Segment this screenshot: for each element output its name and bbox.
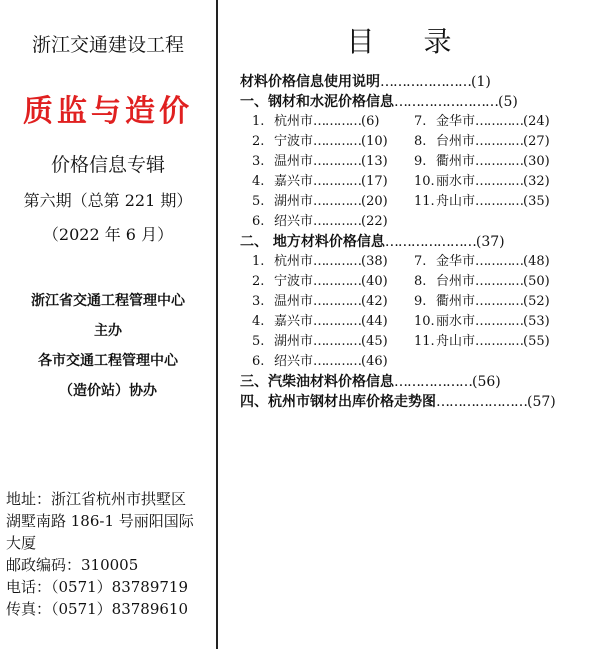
toc-sub-num: 6. bbox=[252, 214, 265, 229]
toc-sub-city: 湖州市 bbox=[274, 334, 314, 349]
toc-sub-row bbox=[240, 312, 600, 332]
toc-sub-dots: ………… bbox=[313, 314, 362, 329]
toc-sub-dots: ………… bbox=[475, 134, 524, 149]
toc-sub-num: 4. bbox=[252, 174, 265, 189]
toc-sub-entry[interactable] bbox=[414, 252, 550, 272]
toc-sub-entry[interactable] bbox=[252, 272, 388, 292]
toc-sub-city: 台州市 bbox=[436, 274, 476, 289]
toc-sub-entry[interactable] bbox=[252, 152, 388, 172]
toc-sub-num: 1. bbox=[252, 114, 265, 129]
toc-sub-dots: ………… bbox=[475, 114, 524, 129]
toc-sub-row bbox=[240, 332, 600, 352]
toc-sub-dots: ………… bbox=[475, 254, 524, 269]
toc-sub-page: (13) bbox=[361, 154, 388, 169]
toc-sub-entry[interactable] bbox=[252, 252, 388, 272]
toc-sub-num: 11. bbox=[414, 334, 435, 349]
toc-sub-row bbox=[240, 152, 600, 172]
toc-sub-num: 9. bbox=[414, 154, 427, 169]
address-line: 地址：浙江省杭州市拱墅区 bbox=[6, 490, 187, 508]
special-edition: 价格信息专辑 bbox=[50, 154, 165, 176]
toc-sub-entry[interactable] bbox=[252, 212, 388, 232]
toc-sub-page: (48) bbox=[523, 254, 550, 269]
toc-sub-dots: ………… bbox=[475, 274, 524, 289]
issue-number: 第六期（总第 221 期） bbox=[23, 191, 193, 210]
toc-sub-city: 丽水市 bbox=[436, 174, 476, 189]
toc-sub-dots: ………… bbox=[313, 174, 362, 189]
toc-sub-num: 2. bbox=[252, 134, 265, 149]
publisher-line: 浙江交通建设工程 bbox=[31, 34, 184, 56]
toc-sub-entry[interactable] bbox=[414, 332, 550, 352]
toc-sub-city: 宁波市 bbox=[274, 134, 314, 149]
toc-sub-num: 4. bbox=[252, 314, 265, 329]
toc-sub-dots: ………… bbox=[313, 274, 362, 289]
co-organizer-label: （造价站）协办 bbox=[59, 383, 157, 399]
host-organization: 浙江省交通工程管理中心 bbox=[31, 293, 185, 309]
toc-sub-page: (52) bbox=[523, 294, 550, 309]
toc-sub-page: (6) bbox=[361, 114, 380, 129]
toc-sub-entry[interactable] bbox=[414, 272, 550, 292]
toc-sub-row bbox=[240, 272, 600, 292]
toc-sub-row bbox=[240, 252, 600, 272]
toc-sub-entry[interactable] bbox=[252, 132, 388, 152]
postcode: 邮政编码：310005 bbox=[6, 556, 139, 574]
toc-sub-num: 8. bbox=[414, 274, 427, 289]
toc-entry-section-3[interactable]: 三、汽柴油材料价格信息………………(56) bbox=[240, 374, 501, 390]
cover-panel bbox=[0, 0, 216, 649]
toc-sub-city: 温州市 bbox=[274, 294, 314, 309]
toc-list bbox=[240, 72, 600, 412]
toc-sub-num: 5. bbox=[252, 194, 265, 209]
address-line: 湖墅南路 186-1 号丽阳国际 bbox=[6, 512, 194, 530]
toc-sub-city: 宁波市 bbox=[274, 274, 314, 289]
toc-sub-dots: ………… bbox=[475, 334, 524, 349]
toc-sub-row bbox=[240, 172, 600, 192]
contact-block bbox=[6, 488, 214, 620]
toc-sub-city: 金华市 bbox=[436, 254, 476, 269]
toc-sub-entry[interactable] bbox=[414, 292, 550, 312]
toc-sub-city: 杭州市 bbox=[274, 114, 314, 129]
toc-entry-section-2[interactable]: 二、 地方材料价格信息…………………(37) bbox=[240, 234, 505, 250]
toc-sub-num: 3. bbox=[252, 294, 265, 309]
toc-sub-dots: ………… bbox=[313, 294, 362, 309]
toc-sub-dots: ………… bbox=[313, 334, 362, 349]
toc-sub-num: 6. bbox=[252, 354, 265, 369]
toc-sub-page: (24) bbox=[523, 114, 550, 129]
toc-entry-section-1[interactable]: 一、钢材和水泥价格信息……………………(5) bbox=[240, 94, 518, 110]
toc-sub-dots: ………… bbox=[475, 314, 524, 329]
toc-sub-dots: ………… bbox=[313, 154, 362, 169]
toc-sub-entry[interactable] bbox=[252, 312, 388, 332]
issue-date: （2022 年 6 月） bbox=[42, 225, 174, 244]
toc-sub-dots: ………… bbox=[313, 134, 362, 149]
toc-sub-page: (27) bbox=[523, 134, 550, 149]
toc-sub-num: 7. bbox=[414, 114, 427, 129]
toc-sub-city: 衢州市 bbox=[436, 154, 476, 169]
toc-sub-page: (46) bbox=[361, 354, 388, 369]
toc-sub-page: (20) bbox=[361, 194, 388, 209]
toc-sub-city: 绍兴市 bbox=[274, 214, 314, 229]
toc-sub-city: 嘉兴市 bbox=[274, 174, 314, 189]
toc-sub-page: (38) bbox=[361, 254, 388, 269]
toc-sub-city: 台州市 bbox=[436, 134, 476, 149]
toc-sub-entry[interactable] bbox=[252, 352, 388, 372]
toc-sub-num: 5. bbox=[252, 334, 265, 349]
toc-sub-city: 舟山市 bbox=[436, 194, 476, 209]
toc-sub-row bbox=[240, 212, 600, 232]
toc-sub-dots: ………… bbox=[475, 174, 524, 189]
toc-sub-page: (10) bbox=[361, 134, 388, 149]
toc-sub-num: 9. bbox=[414, 294, 427, 309]
toc-sub-dots: ………… bbox=[313, 254, 362, 269]
toc-sub-page: (17) bbox=[361, 174, 388, 189]
fax: 传真：（0571）83789610 bbox=[6, 600, 189, 618]
toc-sub-page: (30) bbox=[523, 154, 550, 169]
toc-sub-dots: ………… bbox=[313, 214, 362, 229]
toc-sub-city: 温州市 bbox=[274, 154, 314, 169]
toc-sub-entry[interactable] bbox=[252, 112, 379, 132]
toc-sub-city: 金华市 bbox=[436, 114, 476, 129]
toc-sub-entry[interactable] bbox=[414, 312, 550, 332]
toc-sub-entry[interactable] bbox=[252, 172, 388, 192]
toc-sub-city: 湖州市 bbox=[274, 194, 314, 209]
toc-sub-dots: ………… bbox=[313, 114, 362, 129]
toc-sub-entry[interactable] bbox=[252, 332, 388, 352]
toc-sub-num: 8. bbox=[414, 134, 427, 149]
toc-sub-city: 丽水市 bbox=[436, 314, 476, 329]
address-line: 大厦 bbox=[6, 534, 37, 552]
toc-sub-num: 3. bbox=[252, 154, 265, 169]
toc-sub-page: (55) bbox=[523, 334, 550, 349]
toc-sub-num: 11. bbox=[414, 194, 435, 209]
toc-entry-intro[interactable]: 材料价格信息使用说明…………………(1) bbox=[240, 74, 491, 90]
toc-sub-city: 杭州市 bbox=[274, 254, 314, 269]
toc-entry-section-4[interactable]: 四、杭州市钢材出库价格走势图…………………(57) bbox=[240, 394, 556, 410]
toc-sub-dots: ………… bbox=[475, 294, 524, 309]
toc-sub-row bbox=[240, 292, 600, 312]
toc-sub-num: 2. bbox=[252, 274, 265, 289]
toc-sub-city: 嘉兴市 bbox=[274, 314, 314, 329]
toc-sub-page: (22) bbox=[361, 214, 388, 229]
toc-sub-entry[interactable] bbox=[414, 112, 550, 132]
toc-sub-page: (50) bbox=[523, 274, 550, 289]
toc-sub-dots: ………… bbox=[475, 154, 524, 169]
toc-sub-entry[interactable] bbox=[414, 152, 550, 172]
journal-title: 质监与造价 bbox=[23, 94, 193, 129]
phone: 电话：（0571）83789719 bbox=[6, 578, 189, 596]
toc-sub-entry[interactable] bbox=[414, 132, 550, 152]
toc-sub-page: (53) bbox=[523, 314, 550, 329]
toc-sub-row bbox=[240, 132, 600, 152]
toc-sub-entry[interactable] bbox=[414, 192, 550, 212]
toc-heading: 目 录 bbox=[346, 25, 472, 58]
co-organizer: 各市交通工程管理中心 bbox=[38, 353, 178, 369]
toc-sub-city: 绍兴市 bbox=[274, 354, 314, 369]
toc-sub-dots: ………… bbox=[313, 194, 362, 209]
toc-sub-city: 衢州市 bbox=[436, 294, 476, 309]
toc-sub-page: (32) bbox=[523, 174, 550, 189]
toc-sub-dots: ………… bbox=[475, 194, 524, 209]
host-label: 主办 bbox=[94, 323, 122, 339]
toc-sub-row bbox=[240, 352, 600, 372]
toc-panel bbox=[218, 0, 600, 649]
toc-sub-entry[interactable] bbox=[252, 192, 388, 212]
toc-sub-num: 10. bbox=[414, 314, 435, 329]
toc-sub-entry[interactable] bbox=[252, 292, 388, 312]
toc-sub-page: (35) bbox=[523, 194, 550, 209]
toc-sub-row bbox=[240, 112, 600, 132]
toc-sub-num: 1. bbox=[252, 254, 265, 269]
toc-sub-num: 10. bbox=[414, 174, 435, 189]
toc-sub-dots: ………… bbox=[313, 354, 362, 369]
toc-sub-page: (42) bbox=[361, 294, 388, 309]
toc-sub-page: (45) bbox=[361, 334, 388, 349]
toc-sub-page: (44) bbox=[361, 314, 388, 329]
toc-sub-num: 7. bbox=[414, 254, 427, 269]
toc-sub-row bbox=[240, 192, 600, 212]
toc-sub-entry[interactable] bbox=[414, 172, 550, 192]
toc-sub-city: 舟山市 bbox=[436, 334, 476, 349]
toc-sub-page: (40) bbox=[361, 274, 388, 289]
